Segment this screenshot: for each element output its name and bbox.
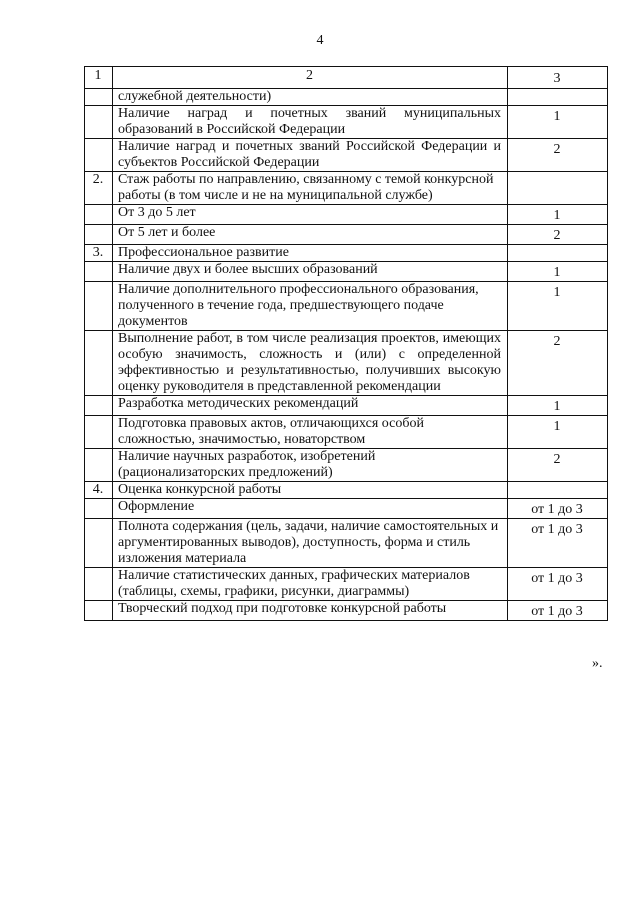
row-number [85, 205, 113, 225]
criterion-text: Наличие наград и почетных званий Российской Федерации и субъектов Российской Федерации [113, 139, 508, 172]
points-cell [508, 89, 608, 106]
table-row [85, 519, 608, 568]
criterion-text: Выполнение работ, в том числе реализация проектов, имеющих особую значимость, сложность и (или) с определенной эффективностью и результативностью, получивших высокую оценку руководителя в представленной рекомендации [113, 331, 508, 396]
points-cell: 1 [508, 106, 608, 139]
row-number [85, 331, 113, 396]
table-row [85, 416, 608, 449]
criterion-text: Полнота содержания (цель, задачи, наличие самостоятельных и аргументированных выводов), доступность, форма и стиль изложения материала [113, 519, 508, 568]
criterion-text: служебной деятельности) [113, 89, 508, 106]
row-number [85, 89, 113, 106]
points-cell: от 1 до 3 [508, 519, 608, 568]
table-row [85, 172, 608, 205]
criterion-text: Подготовка правовых актов, отличающихся особой сложностью, значимостью, новаторством [113, 416, 508, 449]
criterion-text: Творческий подход при подготовке конкурсной работы [113, 601, 508, 621]
criterion-text: Стаж работы по направлению, связанному с темой конкурсной работы (в том числе и не на муниципальной службе) [113, 172, 508, 205]
criterion-text: От 5 лет и более [113, 225, 508, 245]
row-number: 3. [85, 245, 113, 262]
table-row [85, 262, 608, 282]
table-row [85, 282, 608, 331]
table-row [85, 106, 608, 139]
points-cell: от 1 до 3 [508, 568, 608, 601]
row-number [85, 262, 113, 282]
criterion-text: Наличие дополнительного профессионального образования, полученного в течение года, предшествующего подаче документов [113, 282, 508, 331]
row-number [85, 106, 113, 139]
row-number [85, 449, 113, 482]
points-cell: 1 [508, 282, 608, 331]
points-cell [508, 482, 608, 499]
table-row [85, 331, 608, 396]
row-number [85, 225, 113, 245]
table-row [85, 205, 608, 225]
table-header-row [85, 67, 608, 89]
points-cell: 1 [508, 416, 608, 449]
points-cell: от 1 до 3 [508, 601, 608, 621]
points-cell: 2 [508, 139, 608, 172]
row-number: 2. [85, 172, 113, 205]
points-cell: 2 [508, 449, 608, 482]
criterion-text: Наличие двух и более высших образований [113, 262, 508, 282]
table-row [85, 139, 608, 172]
criterion-text: От 3 до 5 лет [113, 205, 508, 225]
criterion-text: Разработка методических рекомендаций [113, 396, 508, 416]
row-number: 4. [85, 482, 113, 499]
closing-quote-mark: ». [592, 656, 603, 671]
table-row [85, 499, 608, 519]
row-number [85, 499, 113, 519]
criterion-text: Оформление [113, 499, 508, 519]
table-row [85, 449, 608, 482]
row-number [85, 519, 113, 568]
row-number [85, 139, 113, 172]
points-cell: от 1 до 3 [508, 499, 608, 519]
header-col-3: 3 [508, 67, 608, 89]
page-number: 4 [316, 33, 324, 48]
criterion-text: Профессиональное развитие [113, 245, 508, 262]
table-row [85, 89, 608, 106]
header-col-1: 1 [85, 67, 113, 89]
table-row [85, 225, 608, 245]
criterion-text: Наличие наград и почетных званий муниципальных образований в Российской Федерации [113, 106, 508, 139]
points-cell: 2 [508, 225, 608, 245]
table-row [85, 245, 608, 262]
table-row [85, 482, 608, 499]
points-cell: 1 [508, 396, 608, 416]
criterion-text: Наличие статистических данных, графических материалов (таблицы, схемы, графики, рисунки, диаграммы) [113, 568, 508, 601]
points-cell: 1 [508, 262, 608, 282]
points-cell: 1 [508, 205, 608, 225]
row-number [85, 568, 113, 601]
criteria-table [84, 66, 608, 621]
points-cell [508, 172, 608, 205]
table-row [85, 601, 608, 621]
row-number [85, 282, 113, 331]
table-row [85, 396, 608, 416]
header-col-2: 2 [113, 67, 508, 89]
points-cell: 2 [508, 331, 608, 396]
criterion-text: Наличие научных разработок, изобретений (рационализаторских предложений) [113, 449, 508, 482]
table-row [85, 568, 608, 601]
criterion-text: Оценка конкурсной работы [113, 482, 508, 499]
row-number [85, 416, 113, 449]
row-number [85, 396, 113, 416]
row-number [85, 601, 113, 621]
points-cell [508, 245, 608, 262]
